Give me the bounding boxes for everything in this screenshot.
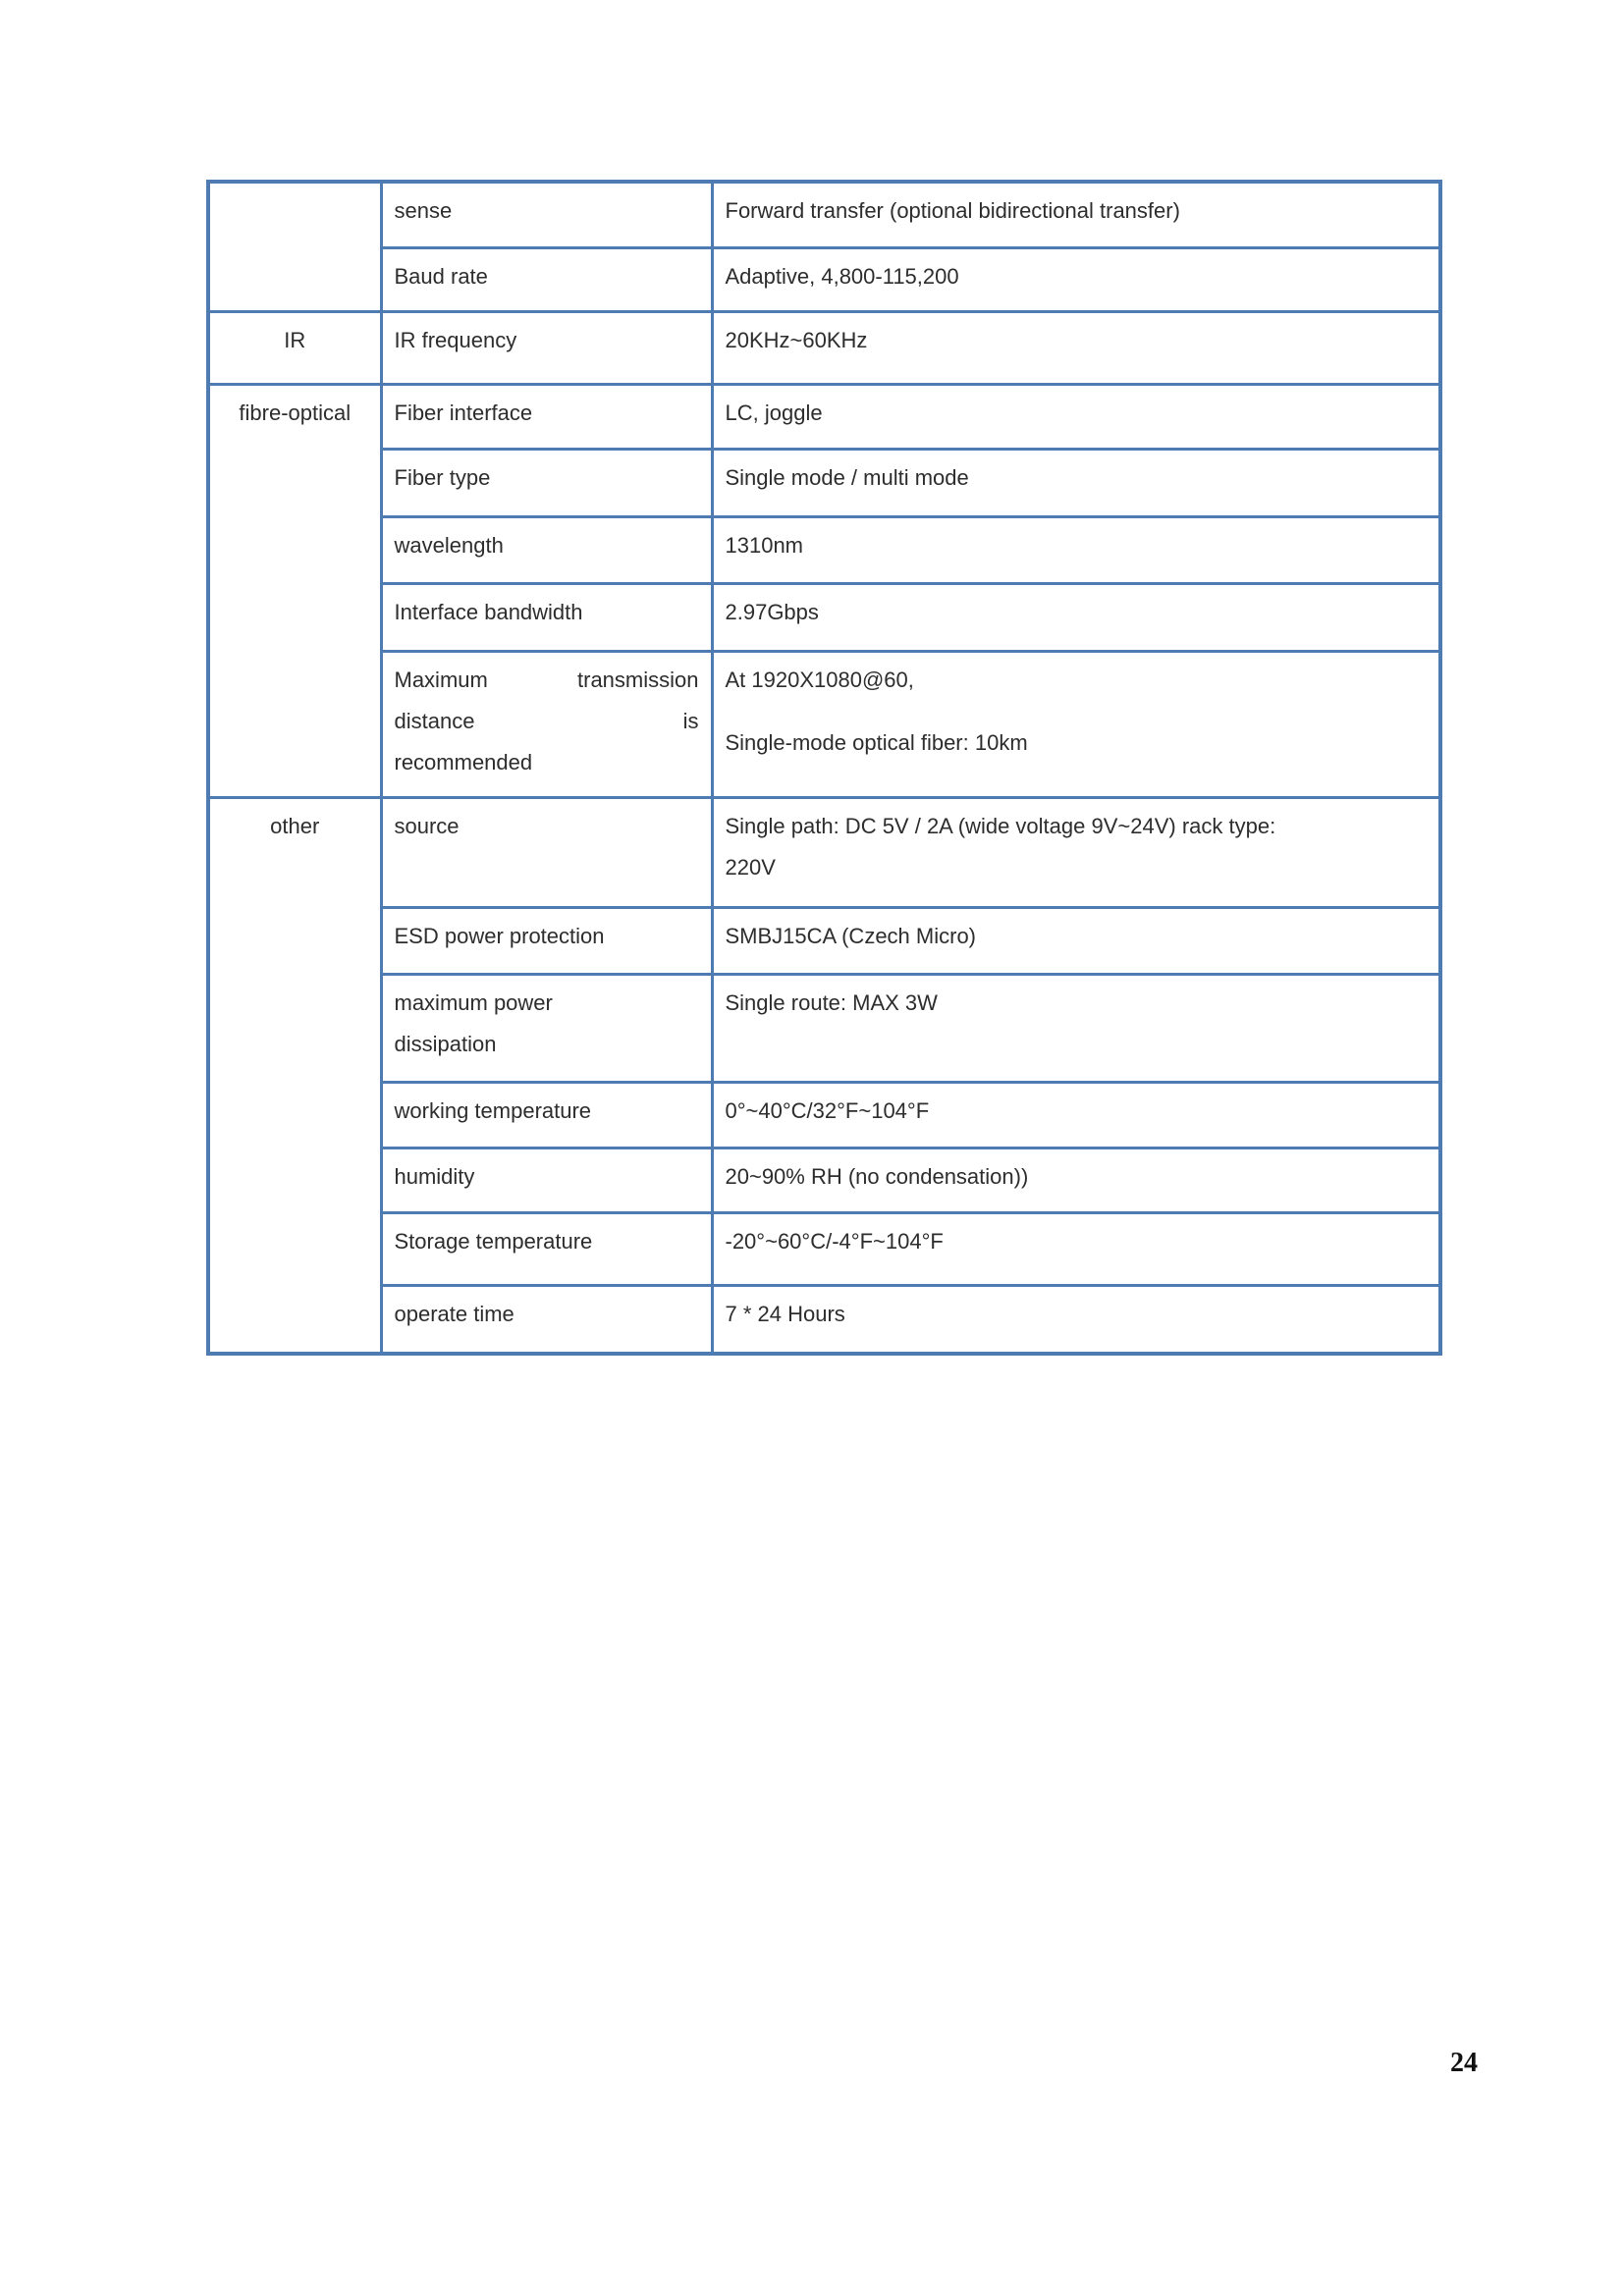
- value-cell: Single route: MAX 3W: [712, 974, 1440, 1082]
- label-cell: [381, 651, 712, 797]
- label-line: recommended: [394, 749, 533, 774]
- label-line: distance is: [394, 708, 699, 733]
- label-cell: Fiber interface: [381, 384, 712, 449]
- label-cell: wavelength: [381, 516, 712, 583]
- value-line: At 1920X1080@60,: [725, 667, 914, 692]
- group-cell-other: other: [208, 797, 381, 1354]
- group-cell-blank: [208, 182, 381, 311]
- label-line: dissipation: [394, 1031, 497, 1056]
- spec-table: [206, 180, 1442, 1356]
- value-cell: [712, 651, 1440, 797]
- label-cell: humidity: [381, 1148, 712, 1212]
- value-cell: -20°~60°C/-4°F~104°F: [712, 1212, 1440, 1285]
- label-line: maximum power: [394, 989, 553, 1015]
- value-cell: Forward transfer (optional bidirectional transfer): [712, 182, 1440, 247]
- label-cell: sense: [381, 182, 712, 247]
- label-cell: ESD power protection: [381, 907, 712, 974]
- value-cell: 1310nm: [712, 516, 1440, 583]
- value-line: 220V: [725, 854, 776, 880]
- label-cell: Storage temperature: [381, 1212, 712, 1285]
- label-cell: Interface bandwidth: [381, 583, 712, 651]
- label-line: Maximum transmission: [394, 667, 699, 692]
- value-cell: 2.97Gbps: [712, 583, 1440, 651]
- label-cell: operate time: [381, 1285, 712, 1354]
- value-cell: 0°~40°C/32°F~104°F: [712, 1082, 1440, 1148]
- page-number: 24: [1450, 2048, 1478, 2078]
- value-cell: 20~90% RH (no condensation)): [712, 1148, 1440, 1212]
- label-cell: [381, 974, 712, 1082]
- value-cell: Adaptive, 4,800-115,200: [712, 247, 1440, 311]
- value-cell: 20KHz~60KHz: [712, 311, 1440, 384]
- value-line: Single-mode optical fiber: 10km: [725, 729, 1028, 755]
- value-cell: [712, 797, 1440, 907]
- value-cell: SMBJ15CA (Czech Micro): [712, 907, 1440, 974]
- value-cell: 7 * 24 Hours: [712, 1285, 1440, 1354]
- group-cell-ir: IR: [208, 311, 381, 384]
- label-cell: working temperature: [381, 1082, 712, 1148]
- label-cell: Baud rate: [381, 247, 712, 311]
- label-cell: source: [381, 797, 712, 907]
- value-cell: LC, joggle: [712, 384, 1440, 449]
- value-line: Single path: DC 5V / 2A (wide voltage 9V~24V) rack type:: [725, 813, 1276, 838]
- label-cell: IR frequency: [381, 311, 712, 384]
- group-cell-fibre-optical: fibre-optical: [208, 384, 381, 797]
- label-cell: Fiber type: [381, 449, 712, 516]
- value-cell: Single mode / multi mode: [712, 449, 1440, 516]
